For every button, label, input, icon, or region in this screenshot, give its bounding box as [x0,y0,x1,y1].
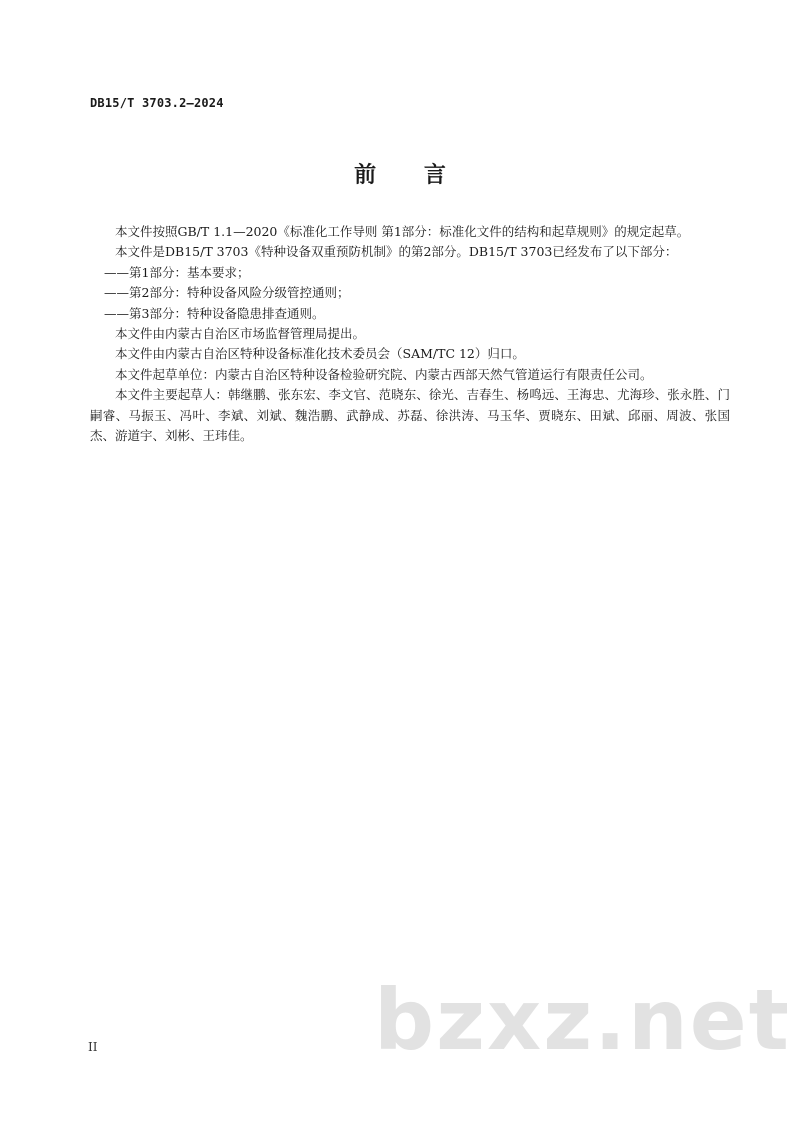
document-code: DB15/T 3703.2—2024 [90,96,224,110]
list-item-part-1: ——第1部分：基本要求； [104,264,250,280]
page-number: II [88,1040,98,1054]
preface-body [90,222,730,446]
watermark-logo: bzxz.net [374,971,791,1069]
paragraph-centralized-by: 本文件由内蒙古自治区特种设备标准化技术委员会（SAM/TC 12）归口。 [115,346,525,362]
paragraph-drafters: 本文件主要起草人：韩继鹏、张东宏、李文官、范晓东、徐光、吉春生、杨鸣远、王海忠、尤海珍、张永胜、门嗣睿、马振玉、冯叶、李斌、刘斌、魏浩鹏、武静成、苏磊、徐洪涛、马玉华、贾晓东、田斌、邱丽、周波、张国杰、游道宇、刘彬、王玮佳。 [90,387,730,444]
paragraph-part-info: 本文件是DB15/T 3703《特种设备双重预防机制》的第2部分。DB15/T 3703已经发布了以下部分： [115,244,678,260]
paragraph-drafting-units: 本文件起草单位：内蒙古自治区特种设备检验研究院、内蒙古西部天然气管道运行有限责任公司。 [115,366,653,382]
list-item-part-2: ——第2部分：特种设备风险分级管控通则； [104,285,350,301]
paragraph-proposed-by: 本文件由内蒙古自治区市场监督管理局提出。 [115,326,366,342]
section-title: 前 言 [354,163,466,188]
list-item-part-3: ——第3部分：特种设备隐患排查通则。 [104,305,325,321]
paragraph-drafting-rules: 本文件按照GB/T 1.1—2020《标准化工作导则 第1部分：标准化文件的结构和起草规则》的规定起草。 [115,224,690,239]
